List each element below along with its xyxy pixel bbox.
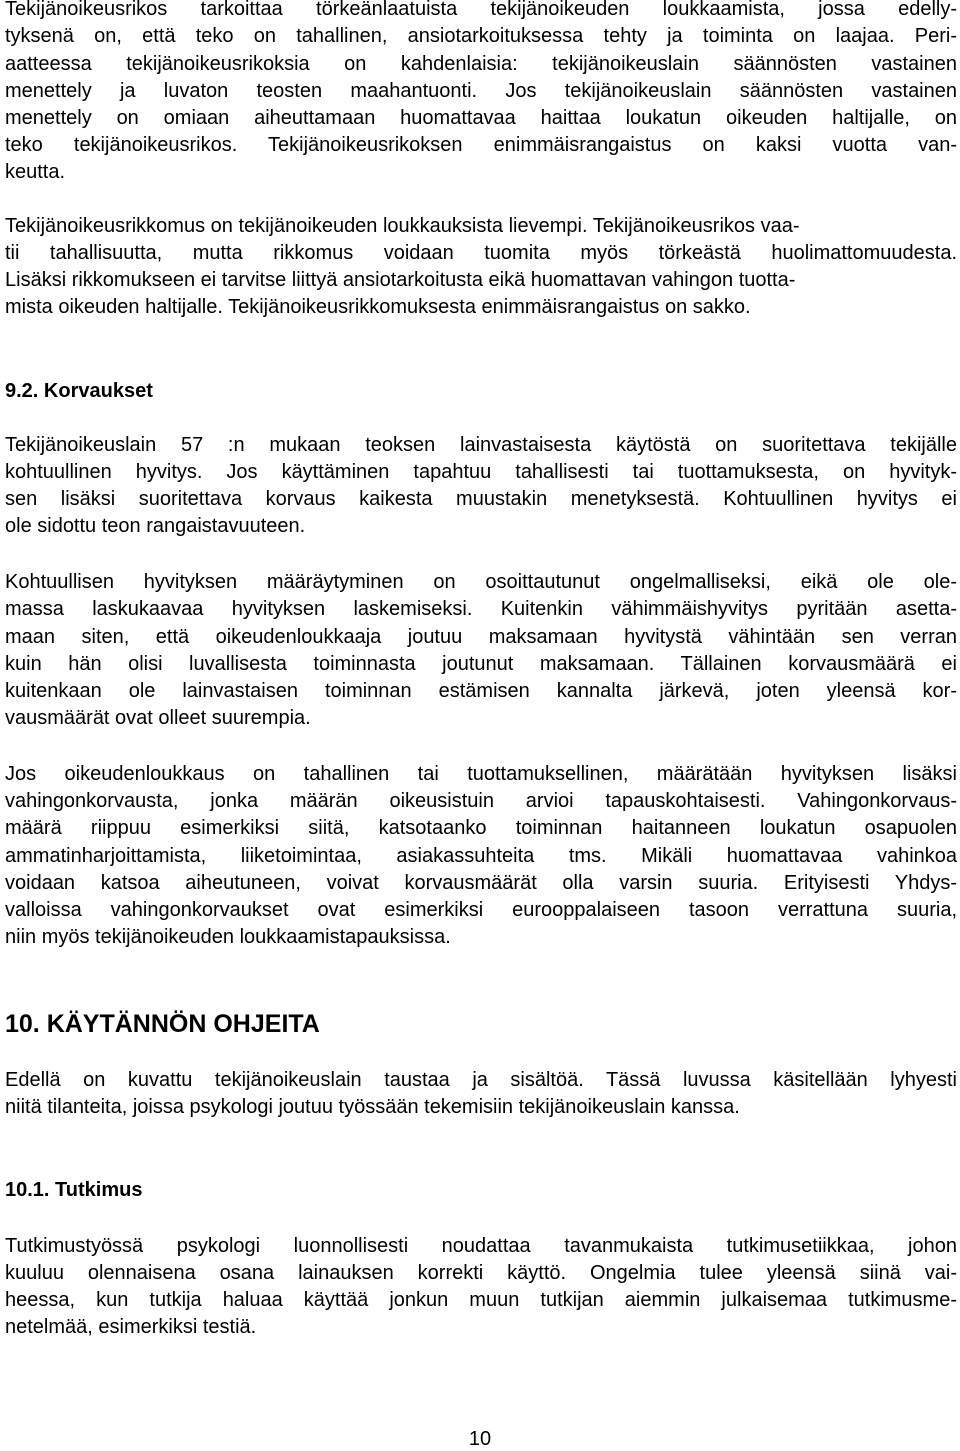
paragraph-line: sen lisäksi suoritettava korvaus kaikesta muustakin menetyksestä. Kohtuullinen hyvitys ei [5,488,957,510]
section-heading: 10.1. Tutkimus [5,1179,143,1201]
paragraph-line: ammatinharjoittamista, liiketoimintaa, asiakassuhteita tms. Mikäli huomattavaa vahinkoa [5,845,957,867]
paragraph-line: Tekijänoikeusrikos tarkoittaa törkeänlaatuista tekijänoikeuden loukkaamista, jossa edelly- [5,0,957,20]
paragraph-line: Edellä on kuvattu tekijänoikeuslain taustaa ja sisältöä. Tässä luvussa käsitellään lyhyesti [5,1069,957,1091]
paragraph-line: Tekijänoikeusrikkomus on tekijänoikeuden loukkauksista lievempi. Tekijänoikeusrikos vaa- [5,215,800,237]
paragraph-line: määrä riippuu esimerkiksi siitä, katsotaanko toiminnan haitanneen loukatun osapuolen [5,817,957,839]
paragraph-line: kohtuullinen hyvitys. Jos käyttäminen tapahtuu tahallisesti tai tuottamuksesta, on hyvityk- [5,461,957,483]
section-heading: 9.2. Korvaukset [5,380,153,402]
paragraph-line: Tutkimustyössä psykologi luonnollisesti noudattaa tavanmukaista tutkimusetiikkaa, johon [5,1235,957,1257]
paragraph-line: tyksenä on, että teko on tahallinen, ansiotarkoituksessa tehty ja toiminta on laajaa. Peri- [5,25,957,47]
paragraph-line: Tekijänoikeuslain 57 :n mukaan teoksen lainvastaisesta käytöstä on suoritettava tekijälle [5,434,957,456]
paragraph-line: teko tekijänoikeusrikos. Tekijänoikeusrikoksen enimmäisrangaistus on kaksi vuotta van- [5,134,957,156]
paragraph-line: vahingonkorvausta, jonka määrän oikeusistuin arvioi tapauskohtaisesti. Vahingonkorvaus- [5,790,957,812]
paragraph-line: niin myös tekijänoikeuden loukkaamistapauksissa. [5,926,451,948]
paragraph-line: maan siten, että oikeudenloukkaaja joutuu maksamaan hyvitystä vähintään sen verran [5,626,957,648]
chapter-heading: 10. KÄYTÄNNÖN OHJEITA [5,1010,320,1038]
paragraph-line: menettely on omiaan aiheuttamaan huomattavaa haittaa loukatun oikeuden haltijalle, on [5,107,957,129]
paragraph-line: Kohtuullisen hyvityksen määräytyminen on osoittautunut ongelmalliseksi, eikä ole ole- [5,571,957,593]
paragraph-line: kuin hän olisi luvallisesta toiminnasta joutunut maksamaan. Tällainen korvausmäärä ei [5,653,957,675]
paragraph-line: heessa, kun tutkija haluaa käyttää jonkun muun tutkijan aiemmin julkaisemaa tutkimusme- [5,1289,957,1311]
paragraph-line: Lisäksi rikkomukseen ei tarvitse liittyä ansiotarkoitusta eikä huomattavan vahingon tuotta- [5,269,796,291]
paragraph-line: valloissa vahingonkorvaukset ovat esimerkiksi eurooppalaiseen tasoon verrattuna suuria, [5,899,957,921]
paragraph-line: netelmää, esimerkiksi testiä. [5,1316,257,1338]
paragraph-line: kuitenkaan ole lainvastaisen toiminnan estämisen kannalta järkevä, joten yleensä kor- [5,680,957,702]
paragraph-line: niitä tilanteita, joissa psykologi joutuu työssään tekemisiin tekijänoikeuslain kanssa. [5,1096,740,1118]
paragraph-line: mista oikeuden haltijalle. Tekijänoikeusrikkomuksesta enimmäisrangaistus on sakko. [5,296,751,318]
page-number: 10 [468,1428,492,1450]
paragraph-line: massa laskukaavaa hyvityksen laskemiseksi. Kuitenkin vähimmäishyvitys pyritään asetta- [5,598,957,620]
paragraph-line: kuuluu olennaisena osana lainauksen korrekti käyttö. Ongelmia tulee yleensä siinä vai- [5,1262,957,1284]
paragraph-line: vausmäärät ovat olleet suurempia. [5,707,311,729]
paragraph-line: keutta. [5,161,66,183]
paragraph-line: aatteessa tekijänoikeusrikoksia on kahdenlaisia: tekijänoikeuslain säännösten vastainen [5,53,957,75]
paragraph-line: menettely ja luvaton teosten maahantuonti. Jos tekijänoikeuslain säännösten vastainen [5,80,957,102]
paragraph-line: tii tahallisuutta, mutta rikkomus voidaan tuomita myös törkeästä huolimattomuudesta. [5,242,957,264]
paragraph-line: voidaan katsoa aiheutuneen, voivat korvausmäärät olla varsin suuria. Erityisesti Yhdys- [5,872,957,894]
paragraph-line: ole sidottu teon rangaistavuuteen. [5,515,306,537]
paragraph-line: Jos oikeudenloukkaus on tahallinen tai tuottamuksellinen, määrätään hyvityksen lisäksi [5,763,957,785]
